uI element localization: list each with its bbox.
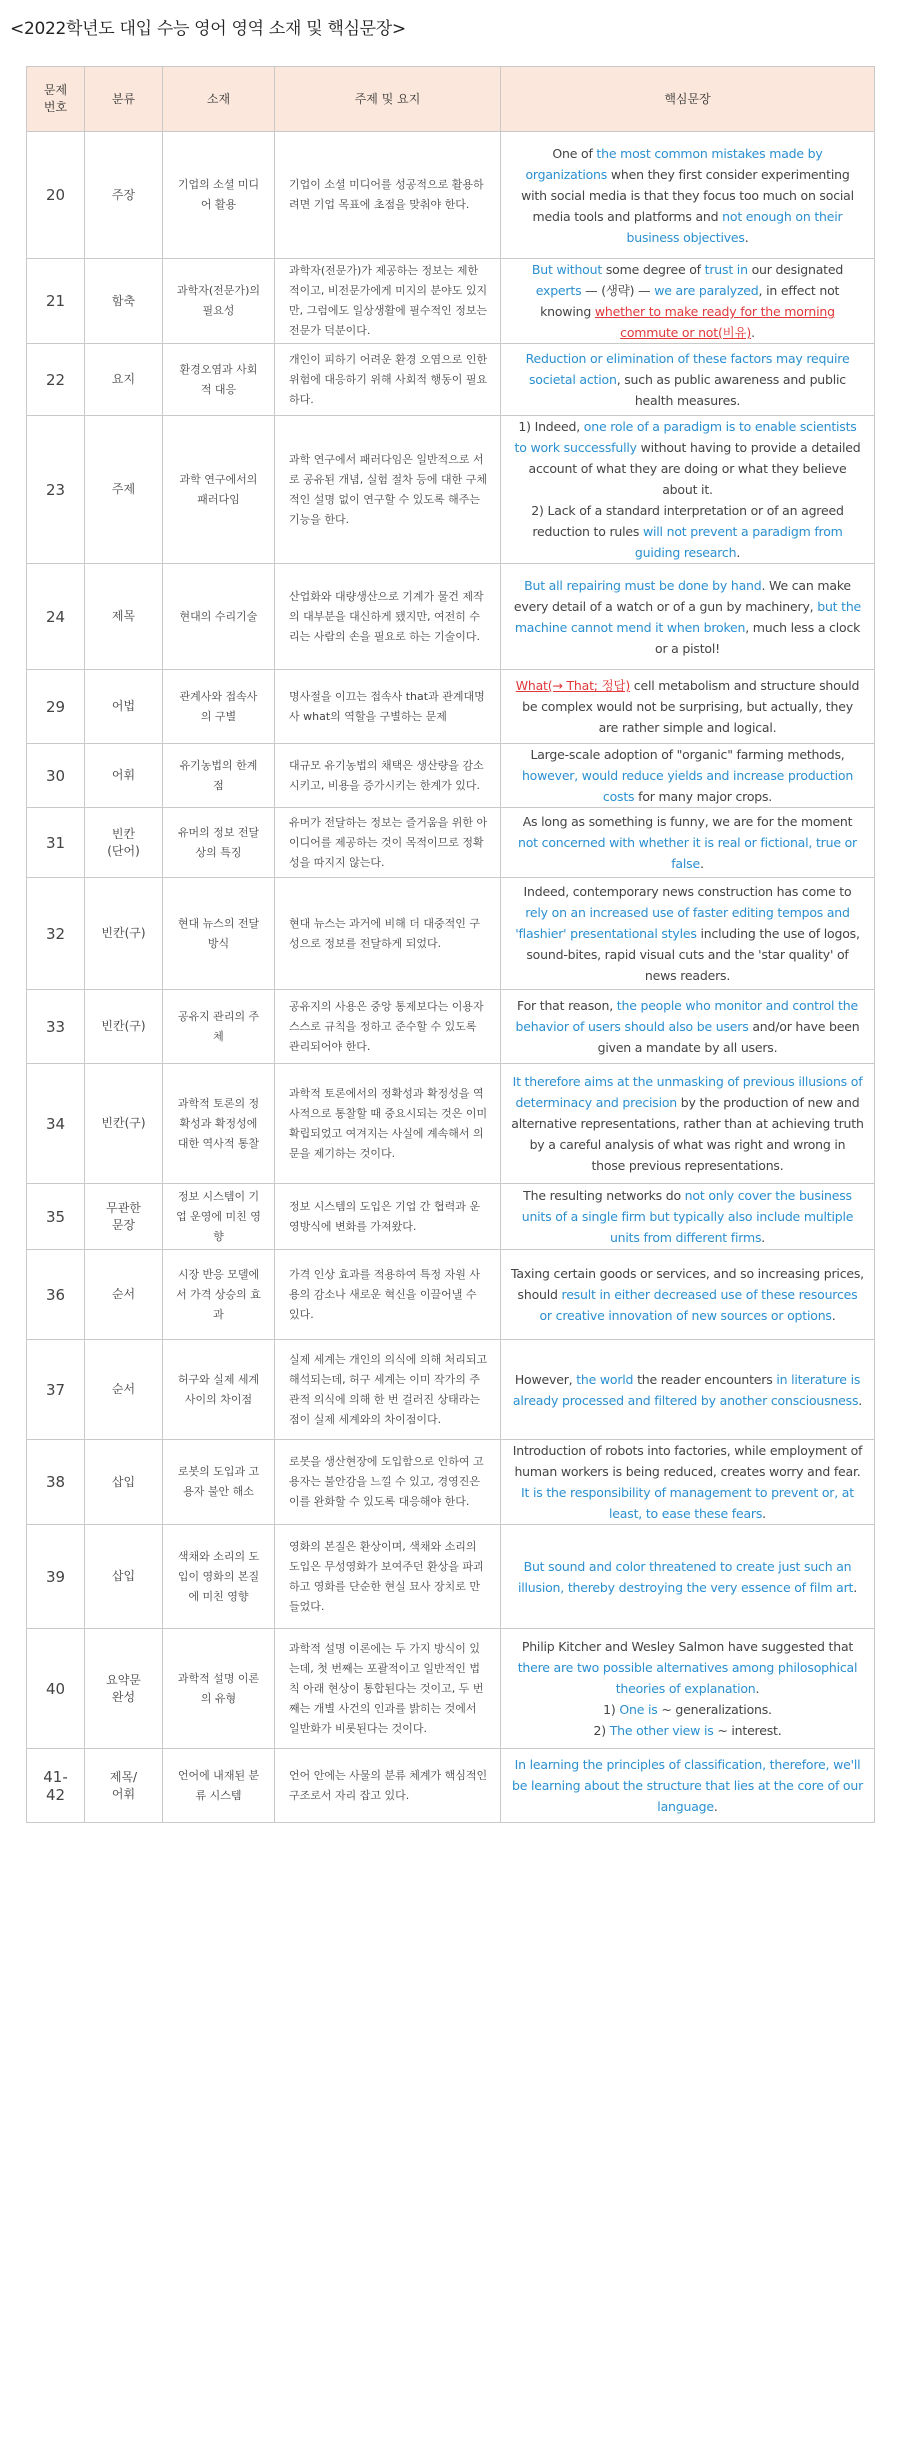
- key-highlight: one role of a paradigm is to enable scientists to work successfully: [514, 419, 857, 455]
- key-text: .: [713, 1799, 718, 1814]
- question-number-text: 29: [45, 697, 66, 716]
- key-highlight: not enough on their business objectives: [626, 208, 843, 245]
- category-cell-text: 순서: [111, 1382, 136, 1396]
- table-row: [27, 1184, 875, 1250]
- question-number: [27, 564, 85, 670]
- gist-cell: [275, 1525, 501, 1629]
- gist-cell-text: 로봇을 생산현장에 도입함으로 인하여 고용자는 불안감을 느낄 수 있고, 경영진은 이를 완화할 수 있도록 대응해야 한다.: [289, 1455, 484, 1508]
- category-cell: [85, 1250, 163, 1340]
- key-sentence-cell: [501, 1250, 875, 1340]
- table-row: [27, 132, 875, 259]
- category-cell-text: 주제: [111, 482, 136, 496]
- category-cell-text: 빈칸(구): [101, 926, 146, 940]
- gist-cell-text: 실제 세계는 개인의 의식에 의해 처리되고 해석되는데, 허구 세계는 이미 작가의 주관적 의식에 의해 한 번 걸러진 상태라는 점이 실제 세계와의 차이점이다.: [289, 1352, 488, 1426]
- category-cell-text: 요지: [111, 372, 136, 386]
- key-text: .: [761, 1230, 766, 1245]
- header-topic-label: 소재: [206, 91, 231, 106]
- category-cell-text: 빈칸 (단어): [107, 826, 140, 858]
- table-row: [27, 1749, 875, 1823]
- gist-cell-text: 영화의 본질은 환상이며, 색채와 소리의 도입은 무성영화가 보여주던 환상을 파괴하고 영화를 단순한 현실 묘사 장치로 만들었다.: [289, 1539, 484, 1613]
- key-highlight: we are paralyzed: [654, 283, 759, 298]
- key-correction: whether to make ready for the morning commute or not(비유): [594, 304, 835, 340]
- table-row: [27, 808, 875, 878]
- header-key-label: 핵심문장: [664, 91, 711, 106]
- category-cell-text: 어법: [111, 699, 136, 713]
- topic-cell: [163, 416, 275, 564]
- key-text: cell metabolism and structure should be complex would not be surprising, but actually, they are rather simple and logical.: [522, 678, 860, 735]
- topic-cell: [163, 1629, 275, 1749]
- key-text: . We can make every detail of a watch or of a gun by machinery,: [513, 577, 851, 614]
- gist-cell: [275, 744, 501, 808]
- topic-cell-text: 과학적 설명 이론의 유형: [177, 1671, 260, 1705]
- key-highlight: But all repairing must be done by hand: [524, 577, 762, 593]
- topic-cell: [163, 670, 275, 744]
- gist-cell: [275, 1184, 501, 1250]
- topic-cell: [163, 1250, 275, 1340]
- table-row: [27, 344, 875, 416]
- key-text: , in effect not knowing: [540, 283, 840, 319]
- topic-cell: [163, 1749, 275, 1823]
- table-row: [27, 670, 875, 744]
- topic-cell-text: 유머의 정보 전달 상의 특징: [177, 825, 260, 859]
- gist-cell: [275, 808, 501, 878]
- key-sentence-cell: [501, 1629, 875, 1749]
- key-text: One of: [552, 145, 597, 161]
- question-number: [27, 1525, 85, 1629]
- gist-cell: [275, 1629, 501, 1749]
- question-number-text: 24: [45, 607, 66, 626]
- key-text: As long as something is funny, we are for the moment: [522, 814, 853, 829]
- category-cell: [85, 808, 163, 878]
- topic-cell: [163, 344, 275, 416]
- topic-cell-text: 현대 뉴스의 전달 방식: [177, 916, 260, 950]
- key-sentence-cell: [501, 808, 875, 878]
- key-text: without having to provide a detailed account of what they are doing or what they believe about it.: [528, 440, 861, 497]
- question-number: [27, 878, 85, 990]
- question-number-text: 36: [45, 1285, 66, 1304]
- gist-cell-text: 과학적 토론에서의 정확성과 확정성을 역사적으로 통찰할 때 중요시되는 것은 이미 확립되었고 여겨지는 사실에 계속해서 의문을 제기하는 것이다.: [289, 1086, 488, 1160]
- key-highlight: not concerned with whether it is real or fictional, true or false: [518, 835, 857, 871]
- category-cell: [85, 990, 163, 1064]
- key-text: .: [751, 325, 755, 340]
- gist-cell: [275, 564, 501, 670]
- key-highlight: result in either decreased use of these resources or creative innovation of new sources or options: [539, 1287, 858, 1323]
- question-number-text: 23: [45, 480, 66, 499]
- gist-cell: [275, 259, 501, 344]
- topic-cell-text: 과학적 토론의 정확성과 확정성에 대한 역사적 통찰: [177, 1096, 260, 1150]
- header-num: [27, 67, 85, 132]
- key-highlight: Reduction or elimination of these factors may require societal action: [525, 351, 850, 387]
- header-category: [85, 67, 163, 132]
- key-text: 2): [593, 1723, 610, 1738]
- topic-cell-text: 과학자(전문가)의 필요성: [177, 284, 260, 317]
- key-sentence-cell: [501, 416, 875, 564]
- key-highlight: It is the responsibility of management to prevent or, at least, to ease these fears: [521, 1485, 854, 1521]
- key-text: 2) Lack of a standard interpretation or of an agreed reduction to rules: [531, 503, 844, 539]
- question-number-text: 20: [45, 186, 66, 204]
- key-highlight: The other view is: [609, 1723, 714, 1738]
- key-text: the reader encounters: [633, 1371, 777, 1387]
- category-cell-text: 빈칸(구): [101, 1116, 146, 1130]
- topic-cell-text: 공유지 관리의 주체: [177, 1009, 260, 1043]
- question-number-text: 22: [45, 370, 66, 389]
- key-highlight: It therefore aims at the unmasking of previous illusions of determinacy and precision: [512, 1074, 863, 1110]
- table-row: [27, 1250, 875, 1340]
- gist-cell-text: 개인이 피하기 어려운 환경 오염으로 인한 위험에 대응하기 위해 사회적 행동이 필요하다.: [289, 352, 488, 406]
- question-number-text: 39: [45, 1567, 66, 1586]
- key-highlight: there are two possible alternatives among philosophical theories of explanation: [517, 1660, 858, 1696]
- gist-cell-text: 현대 뉴스는 과거에 비해 더 대중적인 구성으로 정보를 전달하게 되었다.: [289, 916, 480, 950]
- table-row: [27, 416, 875, 564]
- key-text: .: [744, 229, 749, 245]
- header-key: [501, 67, 875, 132]
- category-cell-text: 요약문 완성: [106, 1672, 141, 1704]
- topic-cell-text: 유기농법의 한계점: [179, 758, 258, 792]
- question-number: [27, 990, 85, 1064]
- question-number-text: 21: [45, 292, 66, 310]
- category-cell: [85, 670, 163, 744]
- table-row: [27, 564, 875, 670]
- key-sentence-cell: [501, 1064, 875, 1184]
- category-cell-text: 주장: [111, 187, 136, 202]
- key-text: , such as public awareness and public health measures.: [616, 372, 846, 408]
- topic-cell-text: 기업의 소셜 미디어 활용: [177, 178, 260, 211]
- category-cell-text: 제목: [111, 609, 136, 623]
- topic-cell: [163, 878, 275, 990]
- key-sentence-cell: [501, 344, 875, 416]
- key-sentence-cell: [501, 564, 875, 670]
- question-number: [27, 1340, 85, 1440]
- table-header-row: [27, 67, 875, 132]
- key-highlight: not only cover the business units of a single firm but typically also include multiple units from different firms: [521, 1188, 854, 1245]
- category-cell: [85, 416, 163, 564]
- topic-cell: [163, 744, 275, 808]
- gist-cell: [275, 878, 501, 990]
- key-sentence-cell: [501, 259, 875, 344]
- header-gist-label: 주제 및 요지: [354, 91, 421, 106]
- topic-cell-text: 언어에 내재된 분류 시스템: [177, 1768, 260, 1802]
- key-highlight: In learning the principles of classification, therefore, we'll be learning about the structure that lies at the core of our language: [511, 1757, 864, 1814]
- gist-cell: [275, 1250, 501, 1340]
- category-cell: [85, 259, 163, 344]
- category-cell: [85, 878, 163, 990]
- topic-cell-text: 허구와 실제 세계 사이의 차이점: [177, 1372, 260, 1406]
- table-row: [27, 990, 875, 1064]
- key-sentence-cell: [501, 132, 875, 259]
- topic-cell-text: 과학 연구에서의 패러다임: [179, 472, 258, 506]
- key-highlight: the people who monitor and control the behavior of users should also be users: [515, 998, 858, 1034]
- key-text: .: [831, 1308, 836, 1323]
- category-cell-text: 무관한 문장: [106, 1200, 141, 1232]
- key-highlight: the world: [576, 1371, 634, 1387]
- gist-cell-text: 가격 인상 효과를 적용하여 특정 자원 사용의 감소나 새로운 혁신을 이끌어낼 수 있다.: [289, 1267, 480, 1321]
- key-highlight: rely on an increased use of faster editing tempos and 'flashier' presentational styles: [515, 905, 850, 941]
- key-correction: What(→ That; 정답): [515, 678, 631, 693]
- key-text: .: [699, 856, 704, 871]
- category-cell: [85, 1440, 163, 1525]
- question-number: [27, 744, 85, 808]
- key-text: , much less a clock or a pistol!: [655, 619, 861, 656]
- table-row: [27, 1629, 875, 1749]
- key-text: Large-scale adoption of "organic" farming methods,: [530, 747, 845, 762]
- question-number-text: 33: [45, 1017, 66, 1036]
- key-highlight: But sound and color threatened to create just such an illusion, thereby destroying the very essence of film art: [517, 1558, 854, 1595]
- key-text: The resulting networks do: [523, 1188, 685, 1203]
- key-text: and/or have been given a mandate by all users.: [597, 1019, 860, 1055]
- key-text: our designated: [747, 262, 844, 277]
- table-row: [27, 1525, 875, 1629]
- gist-cell-text: 과학자(전문가)가 제공하는 정보는 제한적이고, 비전문가에게 미지의 분야도 있지만, 그럼에도 일상생활에 필수적인 정보는 전문가 덕분이다.: [289, 264, 488, 337]
- key-text: Introduction of robots into factories, while employment of human workers is being reduced, creates worry and fear.: [512, 1443, 863, 1479]
- gist-cell: [275, 1440, 501, 1525]
- topic-cell: [163, 808, 275, 878]
- key-text: Indeed, contemporary news construction has come to: [523, 884, 852, 899]
- key-highlight: in literature is already processed and filtered by another consciousness: [512, 1371, 861, 1408]
- header-topic: [163, 67, 275, 132]
- key-text: ~ generalizations.: [657, 1702, 772, 1717]
- category-cell-text: 빈칸(구): [101, 1019, 146, 1033]
- gist-cell: [275, 132, 501, 259]
- key-text: Taxing certain goods or services, and so increasing prices, should: [511, 1266, 864, 1302]
- question-number: [27, 1184, 85, 1250]
- question-number: [27, 1064, 85, 1184]
- gist-cell-text: 정보 시스템의 도입은 기업 간 협력과 운영방식에 변화를 가져왔다.: [289, 1199, 480, 1233]
- question-number: [27, 1440, 85, 1525]
- gist-cell: [275, 670, 501, 744]
- gist-cell: [275, 1064, 501, 1184]
- key-sentence-cell: [501, 1440, 875, 1525]
- table-row: [27, 744, 875, 808]
- key-text: .: [853, 1579, 858, 1595]
- topic-cell-text: 환경오염과 사회적 대응: [179, 362, 258, 396]
- key-text: 1) Indeed,: [518, 419, 584, 434]
- category-cell-text: 삽입: [111, 1474, 136, 1489]
- gist-cell: [275, 990, 501, 1064]
- key-highlight: trust in: [704, 262, 748, 277]
- gist-cell-text: 산업화와 대량생산으로 기계가 물건 제작의 대부분을 대신하게 됐지만, 여전히 수리는 사람의 손을 필요로 하는 기술이다.: [289, 589, 484, 643]
- category-cell: [85, 344, 163, 416]
- key-sentence-cell: [501, 744, 875, 808]
- question-number-text: 40: [45, 1679, 66, 1698]
- topic-cell-text: 현대의 수리기술: [179, 609, 258, 623]
- key-highlight: will not prevent a paradigm from guiding research: [634, 524, 843, 560]
- question-number: [27, 344, 85, 416]
- header-num-label: 문제 번호: [43, 83, 68, 114]
- question-number: [27, 670, 85, 744]
- page-title: <2022학년도 대입 수능 영어 영역 소재 및 핵심문장>: [10, 19, 406, 39]
- gist-cell-text: 유머가 전달하는 정보는 즐거움을 위한 아이디어를 제공하는 것이 목적이므로 정확성을 따지지 않는다.: [289, 815, 488, 869]
- key-text: — (생략) —: [581, 283, 655, 298]
- question-number: [27, 1629, 85, 1749]
- topic-cell: [163, 564, 275, 670]
- gist-cell-text: 과학 연구에서 패러다임은 일반적으로 서로 공유된 개념, 실험 절차 등에 대한 구체적인 설명 없이 연구할 수 있도록 해주는 기능을 한다.: [289, 452, 487, 526]
- key-text: .: [762, 1506, 766, 1521]
- gist-cell-text: 언어 안에는 사물의 분류 체계가 핵심적인 구조로서 자리 잡고 있다.: [289, 1768, 488, 1802]
- key-sentence-cell: [501, 670, 875, 744]
- category-cell: [85, 132, 163, 259]
- topic-cell-text: 로봇의 도입과 고용자 불안 해소: [177, 1465, 260, 1498]
- topic-cell-text: 관계사와 접속사의 구별: [179, 689, 258, 723]
- key-sentence-cell: [501, 1340, 875, 1440]
- question-number-text: 37: [45, 1380, 66, 1399]
- question-number: [27, 808, 85, 878]
- header-gist: [275, 67, 501, 132]
- category-cell: [85, 1749, 163, 1823]
- key-sentence-cell: [501, 1749, 875, 1823]
- key-sentence-cell: [501, 1184, 875, 1250]
- question-number-text: 38: [45, 1473, 66, 1491]
- category-cell: [85, 1340, 163, 1440]
- key-sentence-cell: [501, 878, 875, 990]
- gist-cell-text: 명사절을 이끄는 접속사 that과 관계대명사 what의 역할을 구별하는 문제: [289, 689, 485, 723]
- question-number: [27, 132, 85, 259]
- key-text: for many major crops.: [634, 789, 773, 804]
- gist-cell: [275, 344, 501, 416]
- category-cell: [85, 1525, 163, 1629]
- question-number: [27, 1250, 85, 1340]
- key-text: Philip Kitcher and Wesley Salmon have suggested that: [521, 1639, 854, 1654]
- topic-cell: [163, 1064, 275, 1184]
- key-text: .: [755, 1681, 760, 1696]
- key-highlight: the most common mistakes made by organizations: [525, 145, 823, 182]
- question-number: [27, 1749, 85, 1823]
- category-cell-text: 함축: [111, 293, 136, 308]
- category-cell-text: 어휘: [111, 768, 136, 782]
- question-number-text: 30: [45, 766, 66, 785]
- key-highlight: but the machine cannot mend it when broken: [514, 598, 862, 635]
- key-highlight: But without: [531, 262, 603, 277]
- key-highlight: experts: [535, 283, 582, 298]
- category-cell: [85, 564, 163, 670]
- table-row: [27, 1440, 875, 1525]
- question-number-text: 32: [45, 924, 66, 943]
- topic-cell: [163, 990, 275, 1064]
- summary-table: [26, 66, 875, 1823]
- table-row: [27, 878, 875, 990]
- gist-cell-text: 공유지의 사용은 중앙 통제보다는 이용자 스스로 규칙을 정하고 준수할 수 있도록 관리되어야 한다.: [289, 999, 484, 1053]
- topic-cell: [163, 1340, 275, 1440]
- key-highlight: One is: [619, 1702, 658, 1717]
- header-category-label: 분류: [111, 91, 136, 106]
- key-text: including the use of logos, sound-bites, rapid visual cuts and the 'star quality' of news readers.: [526, 926, 860, 983]
- category-cell: [85, 1184, 163, 1250]
- category-cell: [85, 1064, 163, 1184]
- question-number-text: 41- 42: [43, 1767, 68, 1804]
- gist-cell: [275, 1749, 501, 1823]
- question-number: [27, 259, 85, 344]
- key-text: when they first consider experimenting with social media is that they focus too much on social media tools and platforms and: [521, 166, 854, 224]
- key-text: ~ interest.: [713, 1723, 782, 1738]
- question-number: [27, 416, 85, 564]
- topic-cell: [163, 1184, 275, 1250]
- key-text: some degree of: [602, 262, 705, 277]
- category-cell: [85, 1629, 163, 1749]
- key-sentence-cell: [501, 990, 875, 1064]
- category-cell: [85, 744, 163, 808]
- key-text: .: [736, 545, 741, 560]
- key-text: For that reason,: [517, 998, 617, 1013]
- topic-cell: [163, 259, 275, 344]
- question-number-text: 31: [45, 833, 66, 852]
- topic-cell-text: 정보 시스템이 기업 운영에 미친 영향: [176, 1189, 261, 1243]
- key-highlight: however, would reduce yields and increase production costs: [521, 768, 854, 804]
- category-cell-text: 삽입: [111, 1569, 136, 1583]
- topic-cell: [163, 132, 275, 259]
- topic-cell: [163, 1440, 275, 1525]
- question-number-text: 35: [45, 1207, 66, 1226]
- topic-cell: [163, 1525, 275, 1629]
- key-text: 1): [603, 1702, 620, 1717]
- topic-cell-text: 시장 반응 모델에서 가격 상승의 효과: [176, 1267, 261, 1321]
- gist-cell: [275, 416, 501, 564]
- table-row: [27, 259, 875, 344]
- key-text: .: [858, 1392, 863, 1408]
- question-number-text: 34: [45, 1114, 66, 1133]
- topic-cell-text: 색채와 소리의 도입이 영화의 본질에 미친 영향: [177, 1549, 260, 1603]
- gist-cell-text: 과학적 설명 이론에는 두 가지 방식이 있는데, 첫 번째는 포괄적이고 일반적인 법칙 아래 현상이 통합된다는 것이고, 두 번째는 개별 사건의 인과를 밝히는 것에서 일반화가 비롯된다는 것이다.: [289, 1641, 484, 1735]
- key-text: However,: [514, 1371, 577, 1387]
- table-row: [27, 1064, 875, 1184]
- gist-cell-text: 대규모 유기농법의 채택은 생산량을 감소시키고, 비용을 증가시키는 한계가 있다.: [289, 758, 484, 792]
- gist-cell: [275, 1340, 501, 1440]
- category-cell-text: 순서: [111, 1287, 136, 1301]
- table-row: [27, 1340, 875, 1440]
- key-text: by the production of new and alternative representations, rather than at achieving truth by a careful analysis of what was right and wrong in those previous representations.: [511, 1095, 864, 1173]
- category-cell-text: 제목/ 어휘: [109, 1769, 138, 1801]
- gist-cell-text: 기업이 소셜 미디어를 성공적으로 활용하려면 기업 목표에 초점을 맞춰야 한다.: [289, 178, 484, 211]
- key-sentence-cell: [501, 1525, 875, 1629]
